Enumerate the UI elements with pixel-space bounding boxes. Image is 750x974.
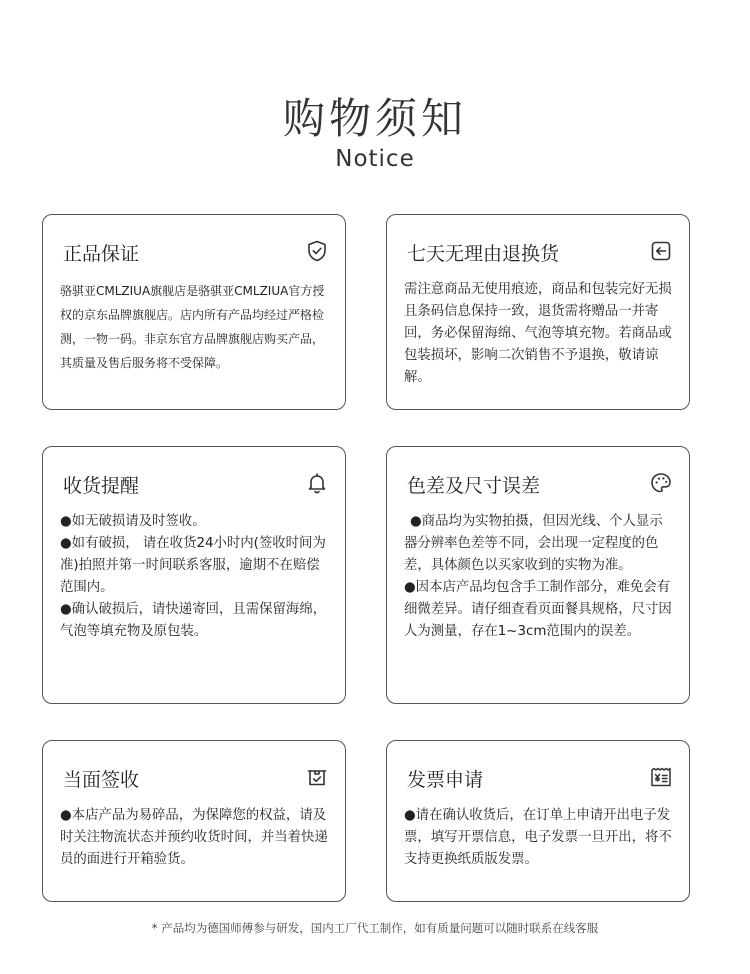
card-receiving-reminder [42, 446, 346, 704]
return-icon [649, 239, 673, 263]
palette-icon [649, 471, 673, 495]
bell-icon [305, 471, 329, 495]
footer-note: * 产品均为德国师傅参与研发，国内工厂代工制作，如有质量问题可以随时联系在线客服 [151, 921, 599, 935]
card-paragraph: ●商品均为实物拍摄，但因光线、个人显示器分辨率色差等不同，会出现一定程度的色差，具体颜色以买家收到的实物为准。 [404, 514, 663, 573]
card-body [60, 805, 329, 871]
shield-check-icon [305, 239, 329, 263]
card-invoice-request [386, 740, 690, 902]
card-paragraph: 骆骐亚CMLZIUA旗舰店是骆骐亚CMLZIUA官方授权的京东品牌旗舰店。店内所有产品均经过严格检测，一物一码。非京东官方品牌旗舰店购买产品，其质量及售后服务将不受保障。 [60, 284, 325, 370]
invoice-icon [649, 765, 673, 789]
package-check-icon [305, 765, 329, 789]
card-paragraph: 需注意商品无使用痕迹，商品和包装完好无损且条码信息保持一致，退货需将赠品一并寄回，务必保留海绵、气泡等填充物。若商品或包装损坏，影响二次销售不予退换，敬请谅解。 [404, 282, 672, 385]
card-paragraph: ●请在确认收货后，在订单上申请开出电子发票，填写开票信息，电子发票一旦开出，将不支持更换纸质版发票。 [404, 808, 672, 867]
card-body [60, 511, 329, 643]
card-title: 色差及尺寸误差 [407, 475, 541, 497]
card-paragraph: ●如有破损， 请在收货24小时内(签收时间为准)拍照并第一时间联系客服，逾期不在赔偿范围内。 [60, 536, 326, 595]
card-body [404, 805, 673, 871]
card-title: 发票申请 [407, 769, 484, 791]
card-seven-day-return [386, 214, 690, 410]
page-title: 购物须知 [282, 94, 467, 143]
card-paragraph: ●因本店产品均包含手工制作部分，难免会有细微差异。请仔细查看页面餐具规格，尺寸因人为测量，存在1~3cm范围内的误差。 [404, 580, 672, 639]
page-subtitle: Notice [335, 146, 415, 172]
card-paragraph: ●确认破损后，请快递寄回，且需保留海绵，气泡等填充物及原包装。 [60, 602, 327, 639]
card-sign-in-person [42, 740, 346, 902]
card-genuine-guarantee [42, 214, 346, 410]
card-paragraph: ●本店产品为易碎品，为保障您的权益，请及时关注物流状态并预约收货时间，并当着快递员的面进行开箱验货。 [60, 808, 328, 867]
card-paragraph: ●如无破损请及时签收。 [60, 514, 206, 529]
card-body [404, 279, 673, 389]
card-body [60, 279, 329, 375]
card-title: 正品保证 [63, 243, 140, 265]
card-color-size-tolerance [386, 446, 690, 704]
card-body [404, 511, 673, 643]
card-title: 七天无理由退换货 [407, 243, 560, 265]
card-title: 当面签收 [63, 769, 140, 791]
card-title: 收货提醒 [63, 475, 140, 497]
